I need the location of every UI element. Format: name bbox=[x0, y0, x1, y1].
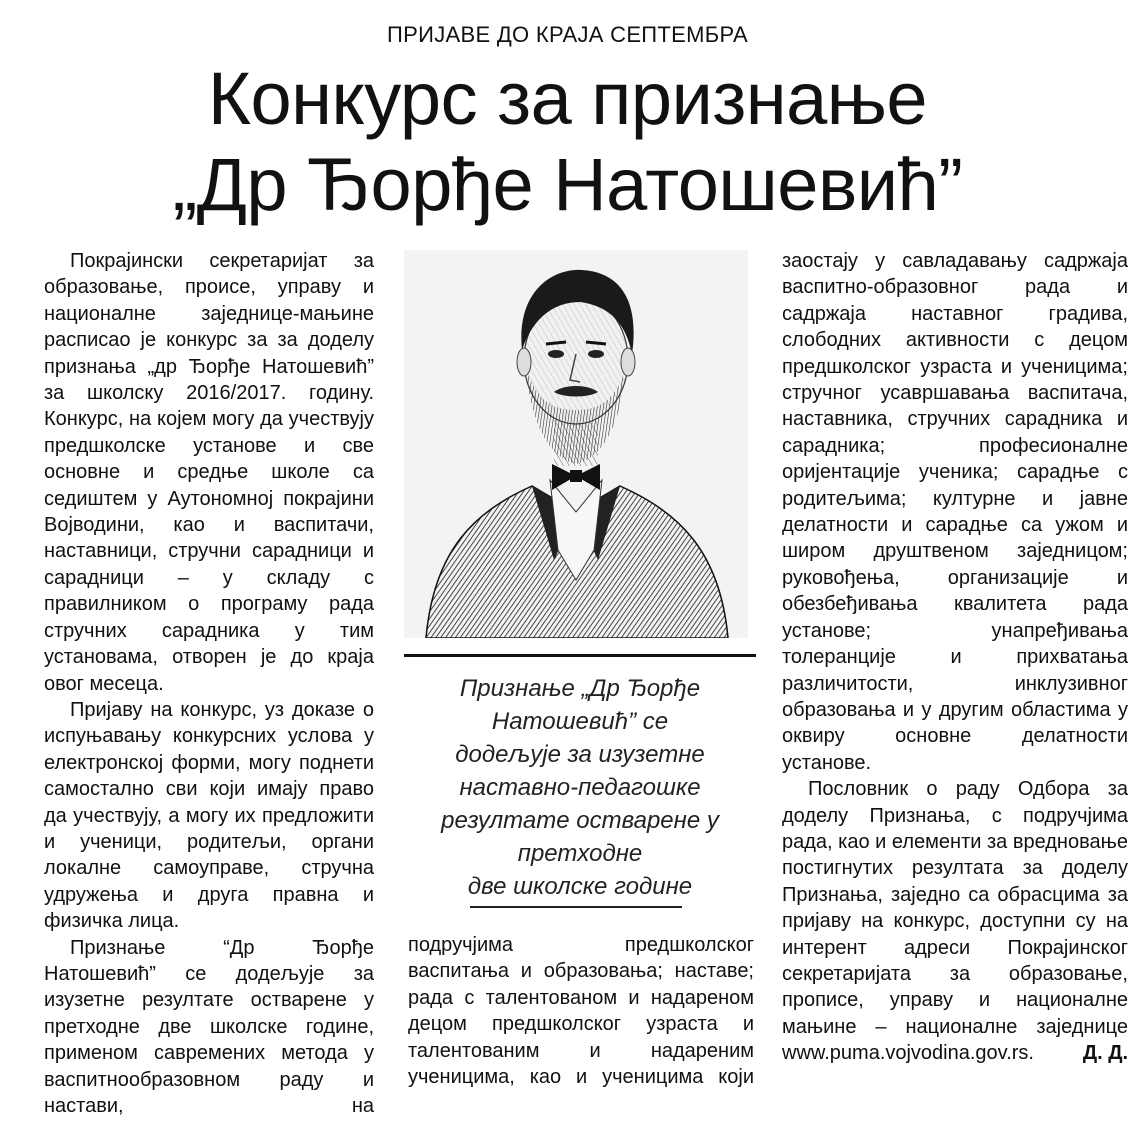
pull-quote bbox=[404, 672, 756, 903]
paragraph bbox=[782, 776, 1128, 1066]
pull-quote-line: Признање „Др Ђорђе bbox=[459, 675, 701, 702]
article-column-2 bbox=[408, 932, 754, 1090]
author-signature: Д. Д. bbox=[1082, 1042, 1128, 1065]
pull-quote-line: додељује за изузетне bbox=[455, 741, 705, 768]
paragraph: Пријаву на конкурс, уз доказе о испуњавању конкурсних услова у електронској форми, могу поднети самостално сви који имају право да учествују, а могу их предложити и ученици, родитељи, органи локалне самоуправе, стручна удружења и друга правна и физичка лица. bbox=[44, 698, 374, 933]
kicker: ПРИЈАВЕ ДО КРАЈА СЕПТЕМБРА bbox=[387, 22, 748, 47]
article-column-3 bbox=[782, 248, 1128, 1067]
pull-quote-bottom-rule bbox=[470, 906, 682, 908]
headline-line-2: „Др Ђорђе Натошевић” bbox=[172, 143, 963, 226]
paragraph-text: Пословник о раду Одбора за доделу Признања, с подручјима рада, као и елементи за вредновање постигнутих резултата за доделу Признања, заједно са обрасцима за пријаву на конкурс, доступни су на интерент адреси Покрајинског секретаријата за образовање, прописе, управу и националне мањине – националне заједнице www.puma.vojvodina.gov.rs. bbox=[782, 778, 1128, 1065]
pull-quote-line: претходне bbox=[517, 840, 643, 867]
article-column-1 bbox=[44, 248, 374, 1119]
portrait-image bbox=[404, 250, 748, 638]
pull-quote-line: наставно-педагошке bbox=[459, 774, 701, 801]
paragraph: Покрајински секретаријат за образовање, происе, управу и националне заједнице-мањине расписао је конкурс за за доделу признања „др Ђорђе Натошевић” за школску 2016/2017. годину. Конкурс, на којем могу да учествују предшколске установе и све основне и средње школе са седиштем у Аутономној покрајини Војводини, као и васпитачи, наставници, стручни сарадници и сарадници – у складу с правилником о програму рада стручних сарадника у тим установама, отворен је до краја овог месеца. bbox=[44, 250, 374, 695]
pull-quote-top-rule bbox=[404, 654, 756, 657]
pull-quote-line: резултате остварене у bbox=[441, 807, 719, 834]
pull-quote-line: Натошевић” се bbox=[491, 708, 669, 735]
paragraph: Признање “Др Ђорђе Натошевић” се додељује за изузетне резултате остварене у претходне две школске године, применом савремених метода у васпитнообразовном раду и настави, на bbox=[44, 936, 374, 1117]
paragraph: подручјима предшколског васпитања и образовања; наставе; рада с талентованом и надареном децом предшколског узраста и талентованим и надареним ученицима, као и ученицима који bbox=[408, 934, 754, 1089]
portrait-engraving bbox=[404, 250, 748, 638]
headline bbox=[0, 56, 1135, 228]
pull-quote-line: две школске године bbox=[467, 873, 693, 900]
paragraph: заостају у савладавању садржаја васпитно-образовног рада и садржаја наставног градива, слободних активности с децом предшколског узраста и ученицима; стручног усавршавања васпитача, наставника, стручних сарадника и сарадника; професионалне оријентације ученика; сарадње с родитељима; културне и јавне делатности и сарадње са ужом и широм друштвеном заједницом; руковођења, организације и обезбеђивања квалитета рада установе; унапређивања толеранције и прихватања различитости, инклузивног образовања и у другим областима у оквиру основне делатности установе. bbox=[782, 250, 1128, 774]
headline-line-1: Конкурс за признање bbox=[207, 57, 928, 140]
